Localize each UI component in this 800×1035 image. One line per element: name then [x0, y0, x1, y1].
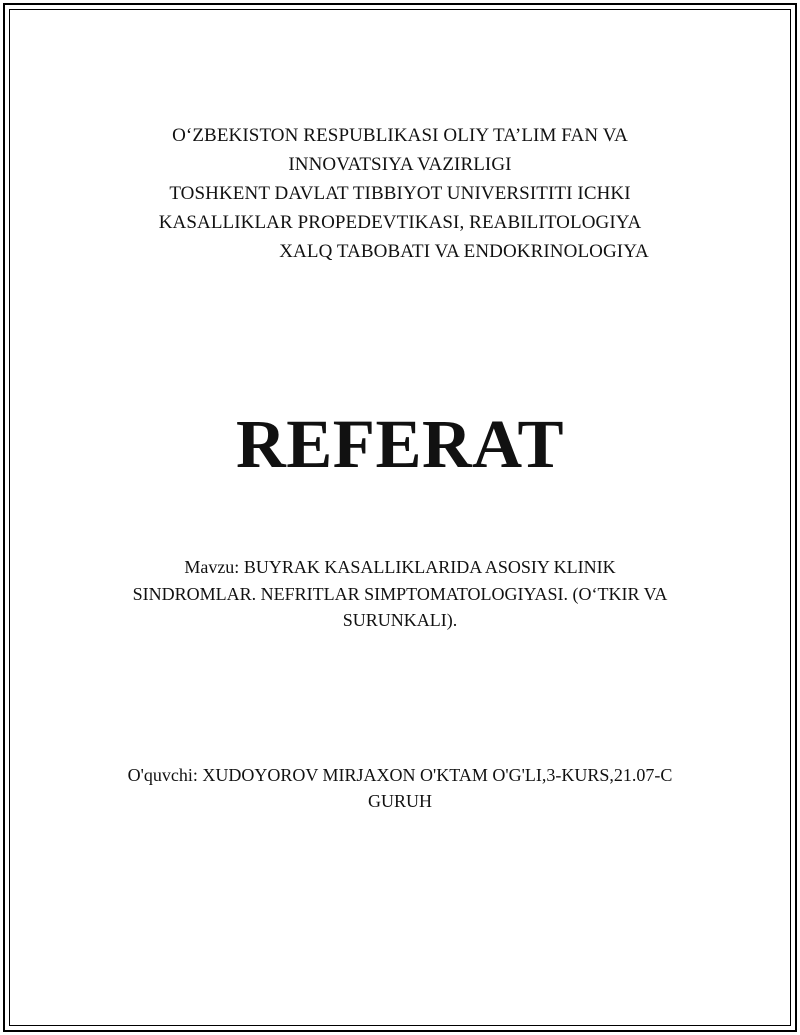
institution-header [0, 121, 800, 266]
student-block [0, 762, 800, 814]
header-line: INNOVATSIYA VAZIRLIGI [288, 154, 512, 175]
document-title: REFERAT [235, 406, 565, 482]
header-line: TOSHKENT DAVLAT TIBBIYOT UNIVERSITITI ICHKI [169, 183, 631, 204]
student-line: O'quvchi: XUDOYOROV MIRJAXON O'KTAM O'G'LI,3-KURS,21.07-C [127, 765, 673, 785]
header-line: KASALLIKLAR PROPEDEVTIKASI, REABILITOLOGIYA [158, 212, 642, 233]
student-line: GURUH [367, 791, 432, 811]
header-line: XALQ TABOBATI VA ENDOKRINOLOGIYA [279, 241, 649, 262]
topic-line: SINDROMLAR. NEFRITLAR SIMPTOMATOLOGIYASI. (O‘TKIR VA [132, 583, 668, 604]
topic-line: SURUNKALI). [342, 610, 458, 630]
header-line: O‘ZBEKISTON RESPUBLIKASI OLIY TA’LIM FAN VA [172, 125, 628, 146]
topic-block [0, 554, 800, 634]
topic-line: Mavzu: BUYRAK KASALLIKLARIDA ASOSIY KLINIK [184, 557, 616, 577]
